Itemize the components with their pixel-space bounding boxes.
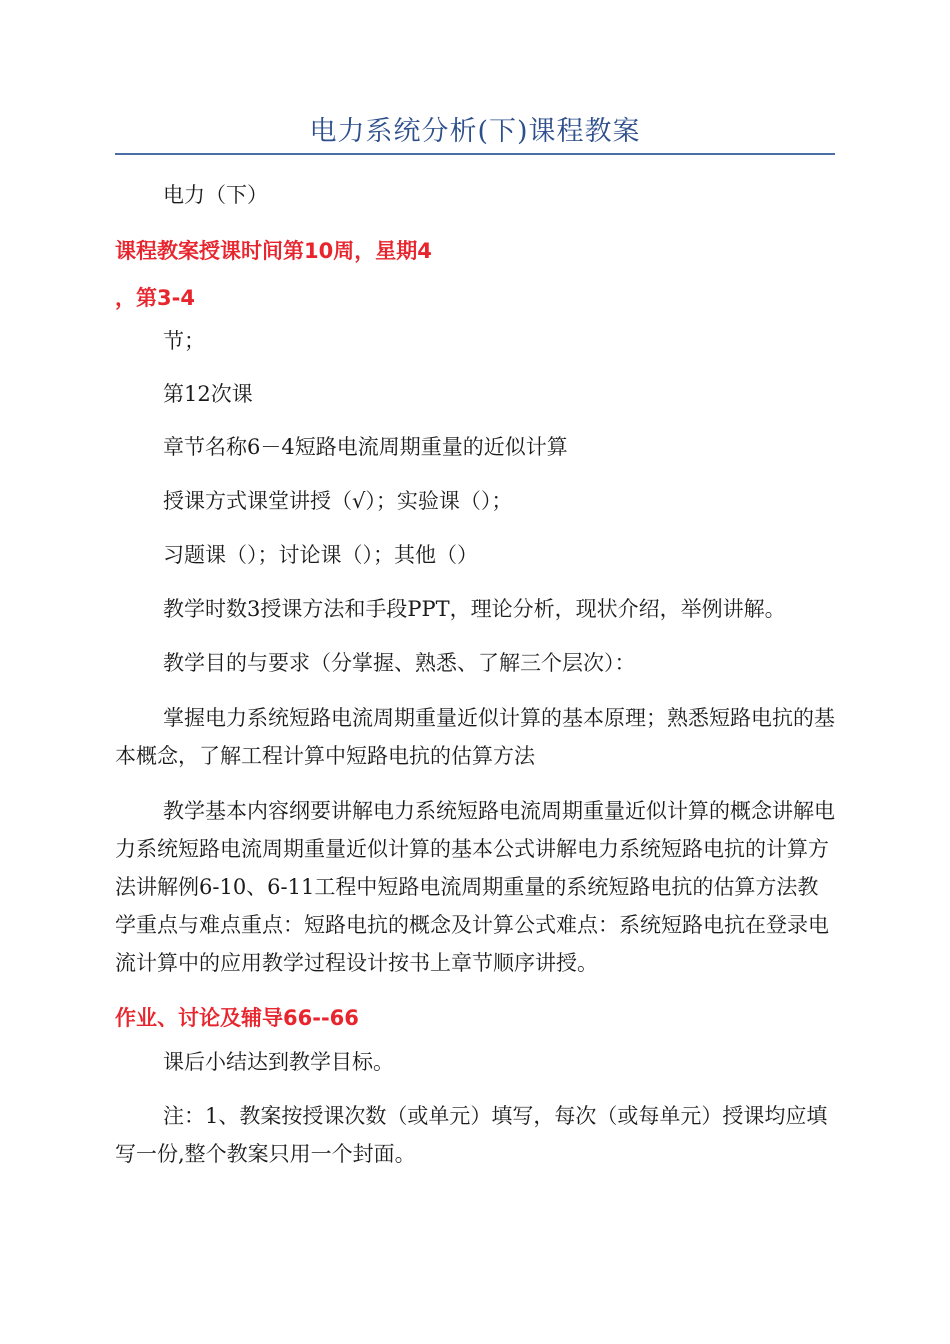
chapter-name: 章节名称6－4短路电流周期重量的近似计算 [163, 435, 568, 459]
objectives-text: 掌握电力系统短路电流周期重量近似计算的基本原理；熟悉短路电抗的基本概念，了解工程计算中短路电抗的估算方法 [115, 706, 835, 768]
section-line: 节； [163, 329, 205, 353]
teaching-hours: 教学时数3授课方法和手段PPT，理论分析，现状介绍，举例讲解。 [163, 597, 786, 621]
objectives-label: 教学目的与要求（分掌握、熟悉、了解三个层次）： [163, 651, 636, 675]
teaching-mode-line1: 授课方式课堂讲授（√）；实验课（）； [163, 489, 513, 513]
schedule-heading-line1: 课程教案授课时间第10周，星期4 [115, 239, 432, 263]
note-text: 注：1、教案按授课次数（或单元）填写，每次（或每单元）授课均应填写一份,整个教案只用一个封面。 [115, 1104, 828, 1166]
document-title: 电力系统分析(下)课程教案 [309, 116, 641, 147]
title-underline [115, 153, 835, 155]
content-outline: 教学基本内容纲要讲解电力系统短路电流周期重量近似计算的概念讲解电力系统短路电流周期重量近似计算的基本公式讲解电力系统短路电抗的计算方法讲解例6-10、6-11工程中短路电流周期重量的系统短路电抗的估算方法教学重点与难点重点：短路电抗的概念及计算公式难点：系统短路电抗在登录电流计算中的应用教学过程设计按书上章节顺序讲授。 [115, 799, 835, 975]
lesson-number: 第12次课 [163, 382, 253, 406]
subject-line: 电力（下） [163, 183, 268, 207]
summary-line: 课后小结达到教学目标。 [163, 1050, 394, 1074]
teaching-mode-line2: 习题课（）；讨论课（）；其他（） [163, 543, 478, 567]
homework-heading: 作业、讨论及辅导66--66 [115, 1006, 359, 1030]
schedule-heading-line2: ，第3-4 [115, 286, 195, 310]
